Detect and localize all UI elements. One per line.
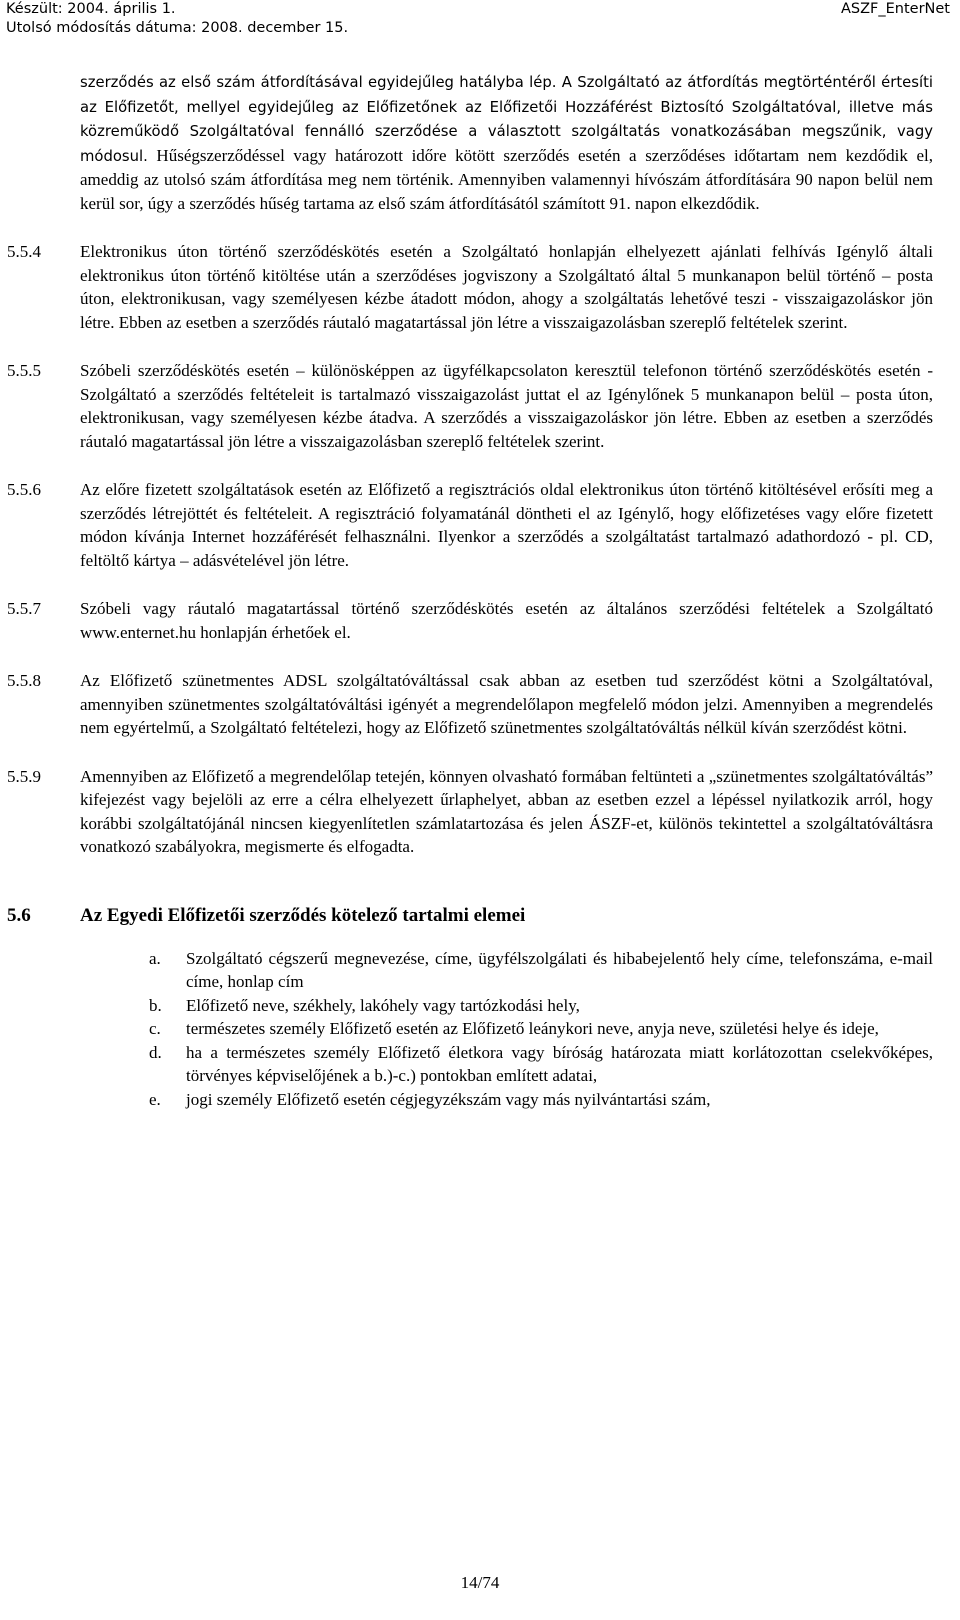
header-document-name: ASZF_EnterNet xyxy=(840,1,950,17)
list-item-text: Szolgáltató cégszerű megnevezése, címe, ügyfélszolgálati és hibabejelentő hely címe, telefonszáma, e-mail címe, honlap cím xyxy=(186,948,933,991)
clause-number: 5.5.9 xyxy=(7,766,41,786)
page-number: 14/74 xyxy=(460,1573,500,1592)
section-number: 5.6 xyxy=(7,904,31,926)
list-item-text: Előfizető neve, székhely, lakóhely vagy tartózkodási hely, xyxy=(186,995,580,1015)
clause-5-5-8 xyxy=(7,669,933,740)
clause-text: Szóbeli szerződéskötés esetén – különösképpen az ügyfélkapcsolaton keresztül telefonon történő szerződéskötés esetén - Szolgáltató a szerződés feltételeit is tartalmazó visszaigazolást juttat el az Igénylőnek 5 munkanapon belül – posta úton, elektronikusan, vagy személyesen kézbe átadva. A szerződés a visszaigazoláskor jön létre. Ebben az esetben a szerződés ráutaló magatartással jön létre a visszaigazolásban szereplő feltételek szerint. xyxy=(80,361,933,451)
list-item-text: jogi személy Előfizető esetén cégjegyzékszám vagy más nyilvántartási szám, xyxy=(186,1089,711,1109)
clause-list xyxy=(7,240,933,859)
clause-text: Amennyiben az Előfizető a megrendelőlap tetején, könnyen olvasható formában feltünteti a „szünetmentes szolgáltatóváltás” kifejezést vagy bejelöli az erre a célra elhelyezett űrlaphelyet, abban az esetben ezzel a lépéssel nyilatkozik arról, hogy korábbi szolgáltatójánál nincsen kiegyenlítetlen számlatartozása és jelen ÁSZF-et, különös tekintettel a szolgáltatóváltásra vonatkozó szabályokra, megismerte és elfogadta. xyxy=(80,766,933,856)
list-marker: d. xyxy=(149,1042,162,1062)
section-heading xyxy=(7,903,933,929)
clause-text: Az Előfizető szünetmentes ADSL szolgáltatóváltással csak abban az esetben tud szerződést kötni a Szolgáltatóval, amennyiben szünetmentes szolgáltatóváltási igényét a megrendelőlapon megfelelő módon jelzi. Amennyiben a megrendelés nem egyértelmű, a Szolgáltató feltételezi, hogy az Előfizető szünetmentes szolgáltatóváltás nélkül kíván szerződést kötni. xyxy=(80,671,933,737)
clause-number: 5.5.5 xyxy=(7,361,41,380)
header-left xyxy=(6,0,348,38)
header-modified-date: Utolsó módosítás dátuma: 2008. december 15. xyxy=(6,20,349,36)
document-body xyxy=(7,70,934,1111)
clause-number: 5.5.4 xyxy=(7,242,41,261)
intro-serif-text: Hűségszerződéssel vagy határozott időre kötött szerződés esetén a szerződéses időtartam nem kezdődik el, ameddig az utolsó szám átfordítása meg nem történik. Amennyiben valamennyi hívószám átfordítására 90 napon belül nem kerül sor, úgy a szerződés hűség tartama az első szám átfordításától számított 91. napon elkezdődik. xyxy=(80,145,934,213)
clause-text: Elektronikus úton történő szerződéskötés esetén a Szolgáltató honlapján elhelyezett ajánlati felhívás Igénylő általi elektronikus úton történő kitöltése után a szerződéses jogviszony a Szolgáltató által 5 munkanapon belül történő – posta úton, elektronikusan, vagy személyesen kézbe átadott módon, ahogy a szolgáltatás lehetővé teszi - visszaigazoláskor jön létre. Ebben az esetben a szerződés ráutaló magatartással jön létre a visszaigazolásban szereplő feltételek szerint. xyxy=(80,242,933,332)
clause-5-5-6 xyxy=(7,478,933,572)
section-title: Az Egyedi Előfizetői szerződés kötelező tartalmi elemei xyxy=(80,904,526,926)
list-item xyxy=(80,1041,933,1088)
required-elements-list xyxy=(80,947,933,1112)
clause-number: 5.5.8 xyxy=(7,671,41,690)
intro-sans-text: szerződés az első szám átfordításával egyidejűleg hatályba lép. A Szolgáltató az átfordítás megtörténtéről értesíti az Előfizetőt, mellyel egyidejűleg az Előfizetőnek az Előfizetői Hozzáférést Biztosító Szolgáltatóval, illetve más közreműködő Szolgáltatóval fennálló szerződése a választott szolgáltatás vonatkozásában megszűnik, vagy módosul. xyxy=(80,74,933,165)
list-item xyxy=(80,1088,933,1112)
list-marker: e. xyxy=(149,1089,161,1109)
clause-number: 5.5.6 xyxy=(7,480,41,499)
clause-text: Szóbeli vagy ráutaló magatartással történő szerződéskötés esetén az általános szerződési feltételek a Szolgáltató www.enternet.hu honlapján érhetőek el. xyxy=(80,599,933,642)
list-item xyxy=(80,947,933,994)
intro-paragraph xyxy=(80,70,933,215)
list-item xyxy=(80,1017,933,1041)
list-item xyxy=(80,994,933,1018)
list-marker: b. xyxy=(149,995,162,1015)
page-header xyxy=(0,0,960,38)
list-marker: c. xyxy=(149,1019,161,1038)
list-item-text: természetes személy Előfizető esetén az Előfizető leánykori neve, anyja neve, születési helye és ideje, xyxy=(186,1019,879,1038)
list-item-text: ha a természetes személy Előfizető életkora vagy bíróság határozata miatt korlátozottan cselekvőképes, törvényes képviselőjének a b.)-c.) pontokban említett adatai, xyxy=(186,1042,933,1085)
header-created-date: Készült: 2004. április 1. xyxy=(6,1,176,17)
clause-5-5-9 xyxy=(7,765,933,859)
clause-5-5-7 xyxy=(7,597,933,644)
clause-number: 5.5.7 xyxy=(7,599,41,618)
list-marker: a. xyxy=(149,948,161,968)
clause-text: Az előre fizetett szolgáltatások esetén az Előfizető a regisztrációs oldal elektronikus úton történő kitöltésével erősíti meg a szerződés létrejöttét és feltételeit. A regisztráció folyamatánál döntheti el az Igénylő, hogy előfizetéses vagy előre fizetett módon kívánja Internet hozzáférését felhasználni. Ilyenkor a szerződés a szolgáltatást tartalmazó adathordozó - pl. CD, feltöltő kártya – adásvételével jön létre. xyxy=(80,480,933,570)
clause-5-5-4 xyxy=(7,240,933,334)
clause-5-5-5 xyxy=(7,359,933,453)
